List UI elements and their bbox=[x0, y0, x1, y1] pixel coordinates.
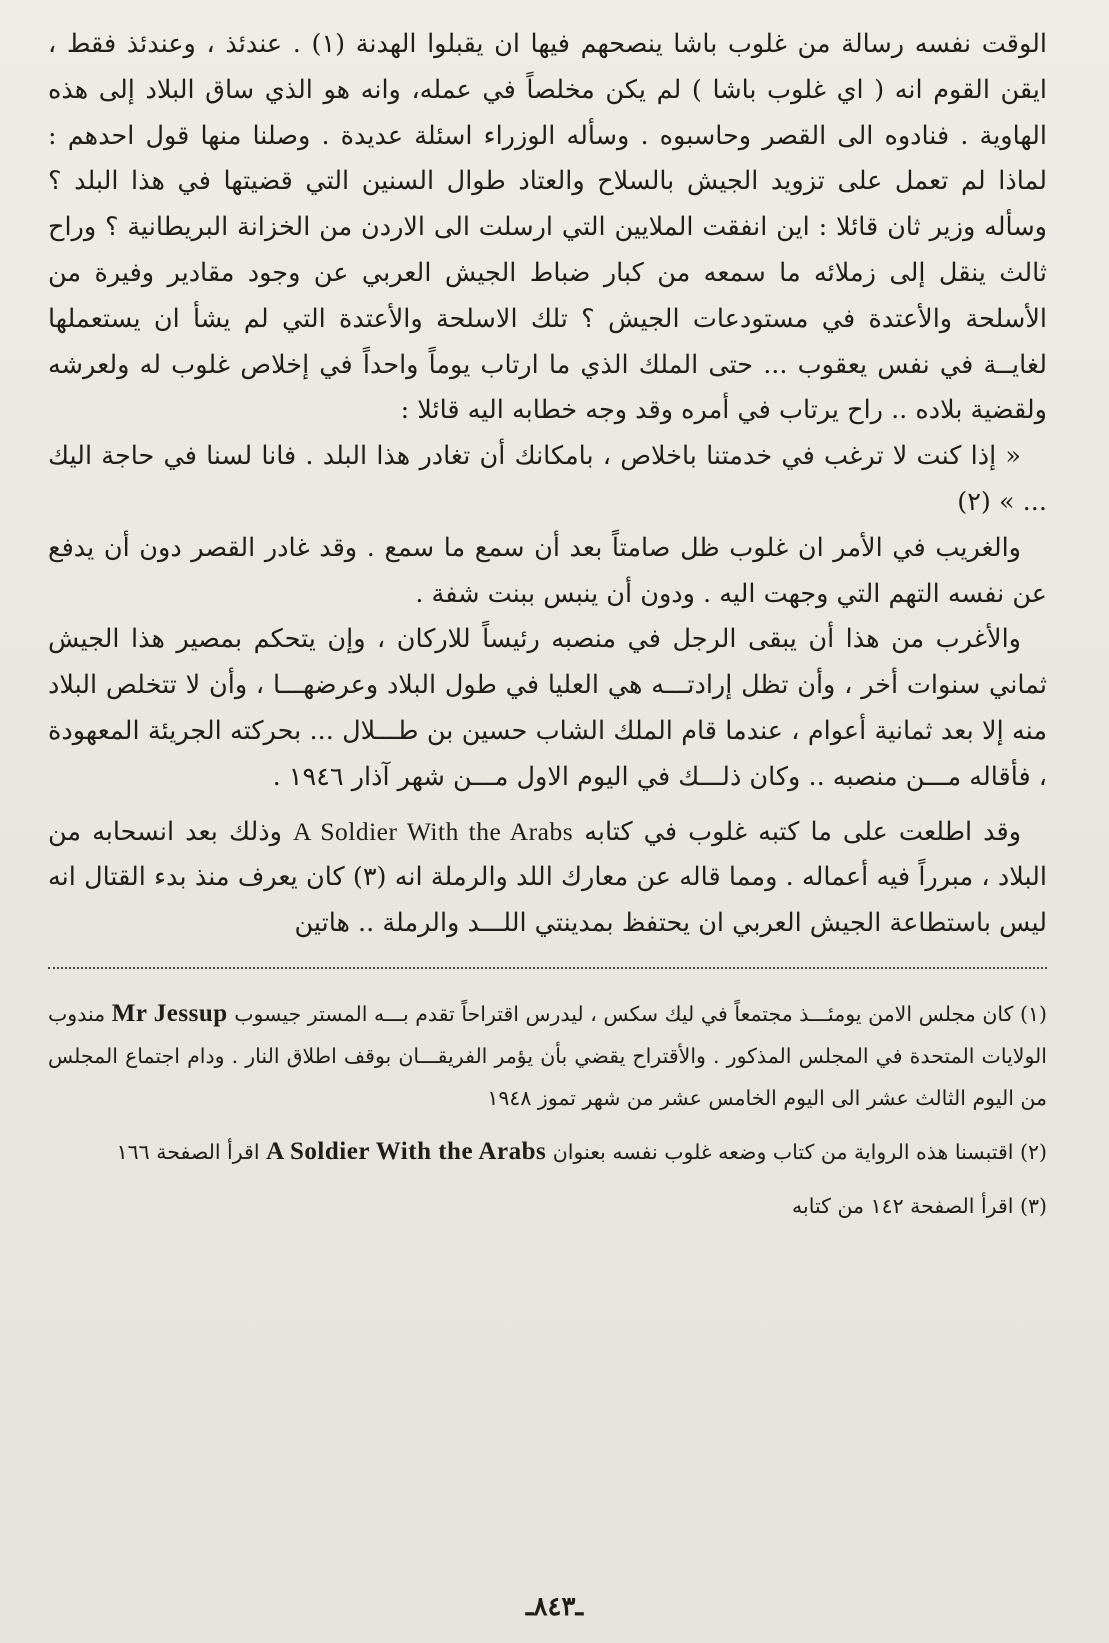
footnote-1 bbox=[48, 993, 1047, 1119]
footnote-2-text: (٢) اقتبسنا هذه الرواية من كتاب وضعه غلوب نفسه بعنوان bbox=[552, 1139, 1047, 1164]
paragraph-5-after: وذلك بعد انسحابه من البلاد ، مبرراً فيه أعماله . ومما قاله عن معارك اللد والرملة انه (٣) كان يعرف منذ بدء القتال انه ليس باستطاعة الجيش العربي ان يحتفظ بمدينتي اللـــد والرملة .. هاتين bbox=[48, 816, 1047, 939]
book-title-english: A Soldier With the Arabs bbox=[292, 816, 574, 846]
footnote-divider bbox=[48, 967, 1047, 969]
paragraph-5-before: وقد اطلعت على ما كتبه غلوب في كتابه bbox=[584, 816, 1022, 847]
page-number: ـ٨٤٣ـ bbox=[525, 1592, 584, 1622]
footnote-1-english: Mr Jessup bbox=[111, 999, 228, 1027]
paragraph-3: والغريب في الأمر ان غلوب ظل صامتاً بعد أن سمع ما سمع . وقد غادر القصر دون أن يدفع عن نفسه التهم التي وجهت اليه . ودون أن ينبس ببنت شفة . bbox=[48, 532, 1047, 609]
footnote-1-text: (١) كان مجلس الامن يومئـــذ مجتمعاً في ليك سكس ، ليدرس اقتراحاً تقدم بـــه المستر جيسوب bbox=[234, 1001, 1047, 1026]
paragraph-1: الوقت نفسه رسالة من غلوب باشا ينصحهم فيها ان يقبلوا الهدنة (١) . عندئذ ، وعندئذ فقط ، ايقن القوم انه ( اي غلوب باشا ) لم يكن مخلصاً في عمله، وانه هو الذي ساق البلاد إلى هذه الهاوية . فنادوه الى القصر وحاسبوه . وسأله الوزراء اسئلة عديدة . وصلنا منها قول احدهم : لماذا لم تعمل على تزويد الجيش بالسلاح والعتاد طوال السنين التي قضيتها في هذا البلد ؟ وسأله وزير ثان قائلا : اين انفقت الملايين التي ارسلت الى الاردن من الخزانة البريطانية ؟ وراح ثالث ينقل إلى زملائه ما سمعه من كبار ضباط الجيش العربي عن وجود مقادير وفيرة من الأسلحة والأعتدة في مستودعات الجيش ؟ تلك الاسلحة والأعتدة التي لم يشأ ان يستعملها لغايــة في نفس يعقوب ... حتى الملك الذي ما ارتاب يوماً واحداً في إخلاص غلوب له ولعرشه ولقضية بلاده .. راح يرتاب في أمره وقد وجه خطابه اليه قائلا : bbox=[48, 29, 1048, 426]
footnote-3: (٣) اقرأ الصفحة ١٤٢ من كتابه bbox=[792, 1193, 1047, 1218]
main-text bbox=[48, 22, 1047, 947]
footnote-2-text-after: اقرأ الصفحة ١٦٦ bbox=[116, 1139, 260, 1164]
footnote-1-text-after: مندوب الولايات المتحدة في المجلس المذكور . والأقتراح يقضي بأن يؤمر الفريقـــان بوقف اطلاق النار . ودام اجتماع المجلس من اليوم الثالث عشر الى اليوم الخامس عشر من شهر تموز ١٩٤٨ bbox=[48, 1001, 1047, 1110]
paragraph-5 bbox=[48, 809, 1047, 947]
paragraph-2-quote: « إذا كنت لا ترغب في خدمتنا باخلاص ، بامكانك أن تغادر هذا البلد . فانا لسنا في حاجة اليك ... » (٢) bbox=[48, 441, 1047, 517]
paragraph-4: والأغرب من هذا أن يبقى الرجل في منصبه رئيساً للاركان ، وإن يتحكم بمصير هذا الجيش ثماني سنوات أخر ، وأن تظل إرادتـــه هي العليا في طول البلاد وعرضهـــا ، وأن لا تتخلص البلاد منه إلا بعد ثمانية أعوام ، عندما قام الملك الشاب حسين بن طـــلال ... بحركته الجريئة المعهودة ، فأقاله مـــن منصبه .. وكان ذلـــك في اليوم الاول مـــن شهر آذار ١٩٤٦ . bbox=[48, 624, 1047, 792]
footnote-2 bbox=[48, 1131, 1047, 1173]
footnote-2-english: A Soldier With the Arabs bbox=[266, 1137, 547, 1165]
footnotes bbox=[48, 993, 1047, 1227]
